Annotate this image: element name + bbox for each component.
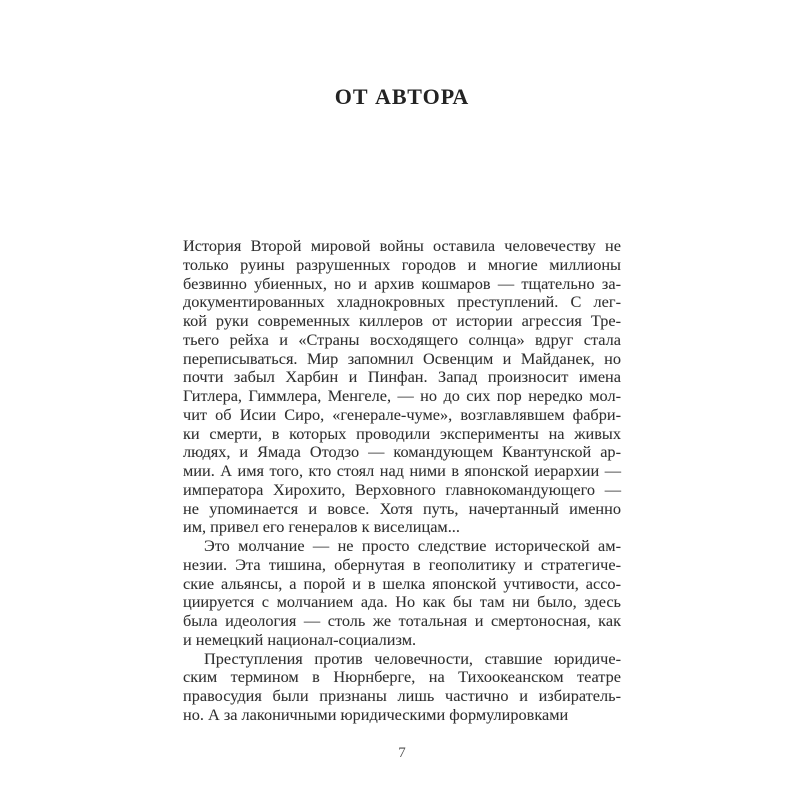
- text-line: безвинно убиенных, но и архив кошмаров — тщательно за-: [183, 273, 621, 293]
- text-line: императора Хирохито, Верховного главнокомандующего —: [183, 479, 621, 499]
- chapter-title: ОТ АВТОРА: [334, 84, 470, 109]
- text-line: не упоминается и вовсе. Хотя путь, начертанный именно: [183, 498, 621, 518]
- text-line: тьего рейха и «Страны восходящего солнца» вдруг стала: [183, 329, 621, 349]
- text-line: чит об Исии Сиро, «генерале-чуме», возглавлявшем фабри-: [183, 404, 621, 424]
- text-line: почти забыл Харбин и Пинфан. Запад произносит имена: [183, 367, 621, 387]
- text-line: людях, и Ямада Отодзо — командующем Квантунской ар-: [183, 442, 621, 462]
- text-line: циируется с молчанием ада. Но как бы там ни было, здесь: [183, 592, 621, 612]
- text-line: ские альянсы, а порой и в шелка японской учтивости, ассо-: [183, 573, 621, 593]
- text-column: [183, 85, 621, 725]
- text-line: мии. А имя того, кто стоял над ними в японской иерархии —: [183, 461, 621, 480]
- text-line: и немецкий национал-социализм.: [183, 629, 417, 649]
- text-line: ки смерти, в которых проводили эксперименты на живых: [183, 423, 621, 443]
- text-line: ским термином в Нюрнберге, на Тихоокеанском театре: [183, 667, 621, 687]
- page-number: 7: [398, 745, 406, 761]
- text-line: была идеология — столь же тотальная и смертоносная, как: [183, 611, 621, 630]
- text-line: Гитлера, Гиммлера, Менгеле, — но до сих пор нередко мол-: [183, 386, 621, 405]
- text-line: Преступления против человечности, ставшие юридиче-: [204, 648, 621, 668]
- text-line: незии. Эта тишина, обернутая в геополитику и стратегиче-: [183, 554, 621, 574]
- text-line: История Второй мировой войны оставила человечеству не: [183, 236, 621, 255]
- text-line: только руины разрушенных городов и многие миллионы: [183, 254, 621, 274]
- body-text: [183, 237, 621, 725]
- text-line: им, привел его генералов к виселицам...: [183, 517, 460, 537]
- text-line: документированных хладнокровных преступлений. С лег-: [183, 292, 621, 312]
- text-line: кой руки современных киллеров от истории агрессия Тре-: [183, 311, 621, 330]
- text-line: но. А за лаконичными юридическими формулировками: [183, 704, 569, 724]
- text-line: Это молчание — не просто следствие исторической ам-: [204, 536, 621, 555]
- text-line: переписываться. Мир запомнил Освенцим и Майданек, но: [183, 348, 621, 368]
- text-line: правосудия были признаны лишь частично и избиратель-: [183, 686, 621, 705]
